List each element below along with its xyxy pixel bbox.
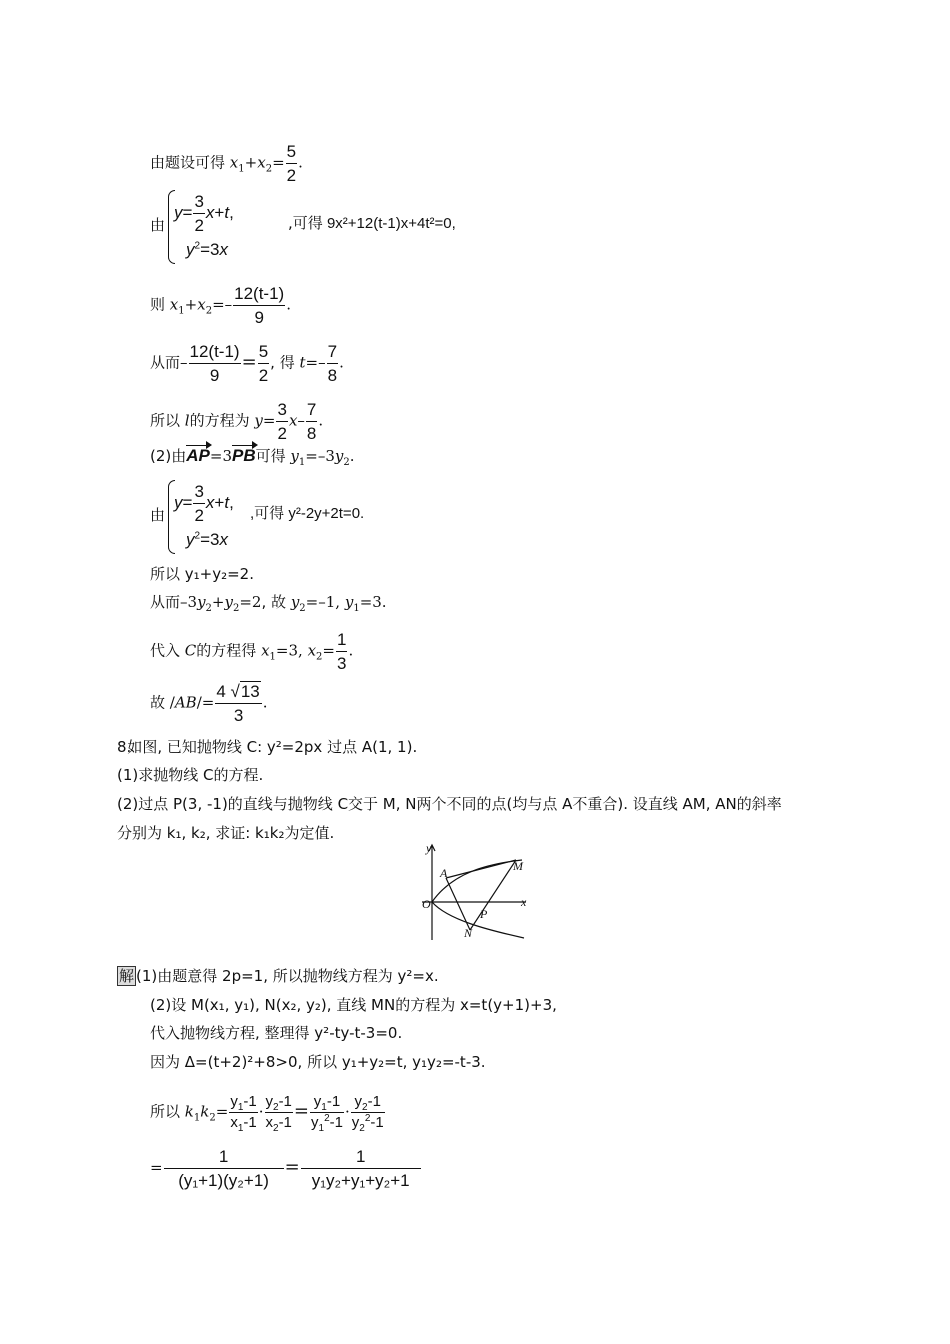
answer-line6: = $\frac{1}{\text{(y₁+1)(y₂+1)}}$ = $\frac{1}{\text{y₁y₂+y₁+y₂+1}}$ <box>150 1145 422 1192</box>
line-x-sum: 由题设可得 $x_1+x_2=$ $\frac{5}{2}$ . <box>150 142 303 185</box>
text: , 得 <box>270 353 295 372</box>
label-o: O <box>422 897 431 911</box>
text: ,可得 <box>288 214 323 232</box>
equation-system-1: 由 y= $\frac{3}{2}$ x+t, $y^2=3x$ ,可得 9x²+12(t-1)x+4t²=0, <box>150 188 470 268</box>
line-l-equation: 所以 l的方程为 y= $\frac{3}{2}$ x– $\frac{7}{8}$ . <box>150 400 324 443</box>
text: 可得 <box>255 447 286 465</box>
label-y: y <box>426 842 432 855</box>
answer-tag: 解 <box>119 967 135 985</box>
text: 故 <box>150 693 166 712</box>
text: , 故 <box>261 593 287 611</box>
equation: ,可得 y²-2y+2t=0. <box>250 505 365 522</box>
text: 的方程为 <box>189 411 250 430</box>
text: 从而 <box>150 353 181 372</box>
text: 由题设可得 <box>150 153 226 172</box>
text: 由 <box>150 506 166 524</box>
text: 所以 <box>150 411 181 430</box>
line-x-values: 代入 C的方程得 $x_1=3$, $x_2=$ $\frac{1}{3}$ . <box>150 630 354 673</box>
answer-line4: 因为 Δ=(t+2)²+8>0, 所以 y₁+y₂=t, y₁y₂=-t-3. <box>150 1053 486 1071</box>
line-solve-t: 从而– $\frac{12(t-1)}{9}$ = $\frac{5}{2}$ , 得 t=– $\frac{7}{8}$ . <box>150 342 344 385</box>
label-p: P <box>480 907 488 921</box>
text: (2)由 <box>150 447 187 465</box>
answer-line3: 代入抛物线方程, 整理得 y²-ty-t-3=0. <box>150 1024 403 1042</box>
answer-line2: (2)设 M(x₁, y₁), N(x₂, y₂), 直线 MN的方程为 x=t(y+1)+3, <box>150 996 557 1014</box>
problem-8-q1: (1)求抛物线 C的方程. <box>117 766 264 784</box>
fraction: $\frac{5}{2}$ <box>286 142 297 185</box>
text: 代入 <box>150 641 181 660</box>
text: 所以 <box>150 1102 181 1121</box>
equation: 9x²+12(t-1)x+4t²=0, <box>326 215 456 232</box>
parabola-figure <box>418 842 534 944</box>
line-y-values: 从而$-3y_2+y_2=2$, 故 $y_2=-1$, $y_1=3$. <box>150 593 387 614</box>
label-x: x <box>521 895 527 909</box>
equation-system-2: 由 y= $\frac{3}{2}$ x+t, $y^2=3x$ ,可得 y²-2y+2t=0. <box>150 478 470 558</box>
text: 的方程得 <box>196 641 257 660</box>
line-vector: (2)由AP=3PB可得 $y_1=-3y_2$. <box>150 446 355 468</box>
label-n: N <box>464 926 473 940</box>
answer-line5: 所以 $k_1k_2=$ $\frac{y_1-1}{x_1-1}$ · $\frac{y_2-1}{x_2-1}$ = $\frac{y_1-1}{y_1^2-1}$ · $\frac{y_2-1}{y_2^2-1}$ <box>150 1093 384 1134</box>
label-m: M <box>513 859 523 873</box>
line-ab-length: 故 /AB/= $\frac{4 √13}{3}$ . <box>150 682 268 725</box>
line-vieta-1: 则 $x_1+x_2=-$ $\frac{12(t-1)}{9}$ . <box>150 284 291 327</box>
text: (1)由题意得 2p=1, 所以抛物线方程为 y²=x. <box>136 967 439 985</box>
problem-8-stem: 8.如图, 已知抛物线 C: y²=2px 过点 A(1, 1). <box>117 738 418 756</box>
text: 从而 <box>150 593 181 611</box>
line-y-sum: 所以 y₁+y₂=2. <box>150 565 254 583</box>
answer-part1 <box>117 966 439 986</box>
text: 则 <box>150 295 166 314</box>
label-a: A <box>440 866 448 880</box>
problem-8-q2-line2: 分别为 k₁, k₂, 求证: k₁k₂为定值. <box>117 824 335 842</box>
line-an <box>446 878 470 930</box>
problem-8-q2-line1: (2)过点 P(3, -1)的直线与抛物线 C交于 M, N两个不同的点(均与点 A不重合). 设直线 AM, AN的斜率 <box>117 795 782 813</box>
text: 由 <box>150 216 166 234</box>
